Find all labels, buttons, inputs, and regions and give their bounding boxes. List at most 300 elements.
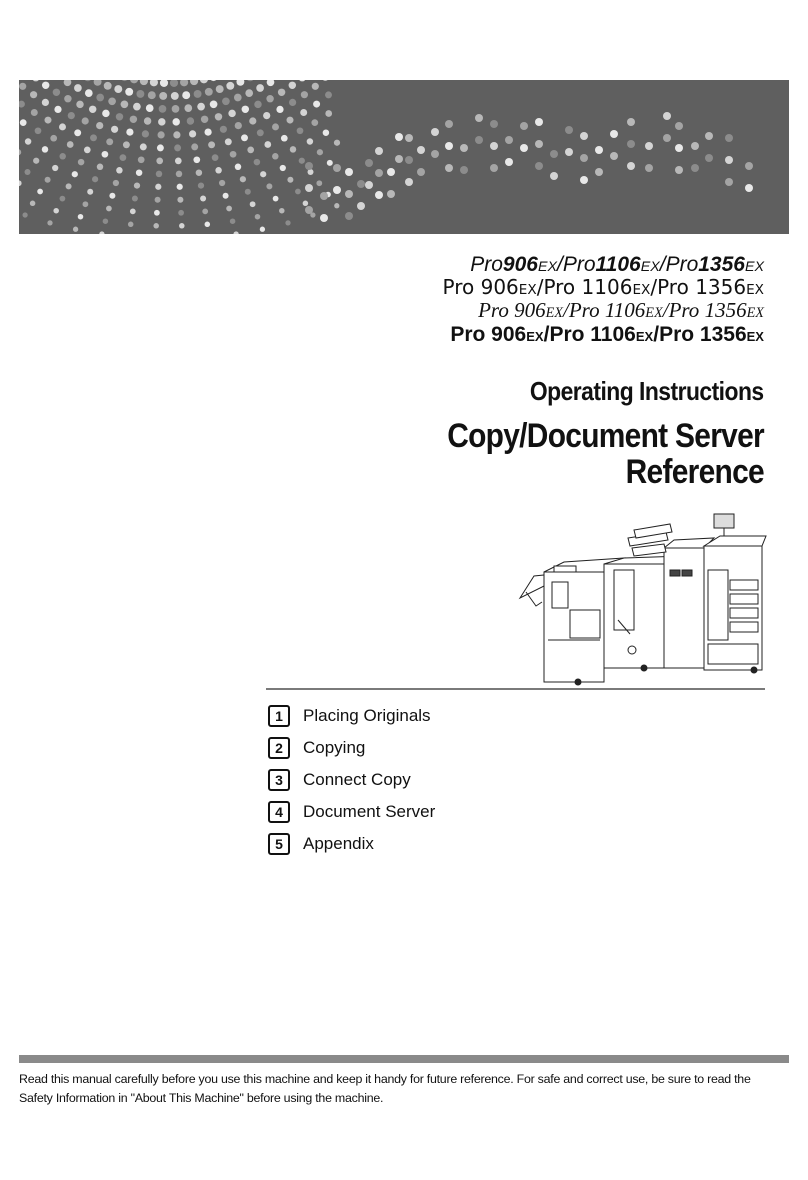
model-prefix: Pro [657, 275, 696, 299]
banner-dot [395, 155, 403, 163]
model-separator: / [659, 253, 666, 276]
banner-dot [176, 171, 182, 177]
banner-dot [175, 158, 182, 165]
banner-dot [104, 82, 112, 90]
banner-dot [64, 80, 72, 86]
banner-dot [19, 83, 26, 90]
banner-dot [475, 114, 483, 122]
banner-dot [22, 212, 27, 217]
model-suffix: EX [545, 305, 564, 321]
banner-dot [287, 177, 293, 183]
banner-dot [276, 106, 283, 113]
model-number: 1106 [590, 323, 636, 346]
banner-dot [148, 91, 156, 99]
banner-dot [357, 202, 365, 210]
banner-dot [140, 80, 148, 85]
model-prefix: Pro [478, 298, 515, 322]
banner-dot [417, 146, 425, 154]
model-prefix: Pro [470, 253, 503, 276]
banner-dot [205, 129, 212, 136]
banner-dot [53, 208, 59, 214]
banner-dot [177, 197, 183, 203]
banner-dot [345, 168, 353, 176]
footer-bar [19, 1055, 789, 1063]
banner-dot [116, 113, 123, 120]
banner-dot [233, 231, 238, 234]
banner-dot [705, 154, 713, 162]
chapter-number-badge: 3 [268, 769, 290, 791]
chapter-item-5[interactable] [268, 828, 435, 860]
banner-dot [745, 162, 753, 170]
banner-dot [52, 165, 58, 171]
banner-dot [78, 159, 84, 165]
banner-dot [140, 143, 147, 150]
banner-dot [246, 80, 254, 81]
banner-dot [299, 158, 305, 164]
banner-dot [460, 166, 468, 174]
banner-dot [236, 80, 244, 86]
banner-dot [123, 141, 130, 148]
banner-dot [130, 209, 136, 215]
model-prefix: Pro [568, 298, 605, 322]
model-row-2 [443, 277, 765, 300]
printer-machine-illustration [514, 510, 768, 691]
banner-dot [387, 168, 395, 176]
banner-dot [223, 193, 229, 199]
banner-dot [154, 210, 160, 216]
model-suffix: EX [744, 259, 764, 275]
banner-dot [25, 138, 31, 144]
banner-dot [305, 162, 313, 170]
banner-dot [273, 196, 279, 202]
banner-dot [334, 140, 340, 146]
banner-dot [264, 141, 271, 148]
banner-dot [82, 117, 89, 124]
model-separator: / [662, 298, 669, 322]
banner-dot [222, 97, 230, 105]
banner-dot [96, 122, 103, 129]
banner-dot [121, 100, 129, 108]
chapter-number-badge: 5 [268, 833, 290, 855]
banner-dot [272, 153, 278, 159]
banner-dot [50, 135, 57, 142]
banner-dot [317, 149, 323, 155]
banner-dot [35, 127, 42, 134]
model-number: 1356 [698, 253, 745, 276]
banner-dot [242, 106, 249, 113]
banner-dot [691, 142, 699, 150]
banner-dot [83, 201, 89, 207]
model-suffix: EX [746, 329, 764, 344]
banner-dot [245, 89, 253, 97]
banner-dot [64, 95, 71, 102]
model-row-1 [443, 254, 765, 277]
model-prefix: Pro [543, 275, 582, 299]
banner-dot [431, 128, 439, 136]
banner-dot [281, 135, 288, 142]
banner-dot [303, 201, 309, 207]
banner-dot [505, 136, 513, 144]
banner-dot [301, 91, 308, 98]
banner-dot [490, 142, 498, 150]
banner-dot [78, 214, 84, 220]
banner-dot [200, 196, 206, 202]
banner-dot [134, 182, 140, 188]
banner-dot [226, 82, 234, 90]
banner-dot [645, 164, 653, 172]
model-names [443, 254, 765, 348]
banner-dot [73, 227, 78, 232]
model-number: 906 [502, 253, 538, 276]
banner-dot [208, 141, 215, 148]
banner-dot [745, 184, 753, 192]
banner-dot [89, 106, 96, 113]
banner-dot [323, 129, 329, 135]
banner-dot [133, 103, 141, 111]
banner-dot [235, 122, 242, 129]
banner-dot [325, 91, 332, 98]
banner-dot [215, 167, 221, 173]
banner-dot [230, 218, 236, 224]
model-separator: / [543, 323, 550, 346]
banner-dot [300, 109, 307, 116]
banner-dot [54, 106, 61, 113]
banner-dot [460, 144, 468, 152]
model-prefix: Pro [659, 323, 700, 346]
banner-dot [663, 134, 671, 142]
banner-dot [520, 144, 528, 152]
banner-dot [215, 113, 222, 120]
banner-dot [144, 117, 151, 124]
banner-dot [610, 152, 618, 160]
banner-dot [194, 90, 202, 98]
banner-dot [320, 192, 328, 200]
banner-dot [30, 91, 37, 98]
chapter-label: Connect Copy [303, 770, 411, 789]
model-suffix: EX [645, 305, 663, 321]
banner-dot [174, 144, 181, 151]
banner-dot [99, 231, 104, 234]
banner-dot [255, 214, 261, 220]
banner-dot [74, 129, 81, 136]
banner-dot [30, 201, 36, 207]
banner-dot [235, 164, 241, 170]
model-number: 906 [480, 275, 519, 299]
banner-dot [113, 180, 119, 186]
banner-dot [627, 140, 635, 148]
banner-dot [249, 117, 256, 124]
banner-dot [334, 203, 339, 208]
banner-dot [254, 101, 261, 108]
banner-dot [305, 184, 313, 192]
banner-dot [72, 171, 78, 177]
model-prefix: Pro [665, 253, 699, 276]
banner-dot [59, 123, 66, 130]
banner-dot [19, 180, 22, 186]
banner-dot [97, 164, 103, 170]
banner-dot [179, 223, 185, 229]
banner-dot [155, 184, 161, 190]
banner-dot [705, 132, 713, 140]
banner-dot [375, 147, 383, 155]
model-number: 1356 [704, 298, 747, 322]
banner-dot [550, 150, 558, 158]
banner-dot [42, 82, 49, 89]
banner-dot [184, 104, 192, 112]
banner-dot [691, 164, 699, 172]
banner-dot [120, 80, 128, 81]
banner-dot [387, 190, 395, 198]
chapter-number-badge: 2 [268, 737, 290, 759]
banner-dot [114, 85, 122, 93]
model-separator: / [556, 253, 563, 276]
banner-dot [180, 80, 188, 86]
banner-dot [375, 191, 383, 199]
banner-dot [190, 80, 198, 85]
banner-dot [475, 136, 483, 144]
banner-dot [201, 116, 208, 123]
footer-notice-line-2: Safety Information in "About This Machine" before using the machine. [19, 1091, 384, 1105]
banner-dot [108, 97, 116, 105]
banner-dot [125, 88, 133, 96]
banner-dot [250, 201, 256, 207]
chapter-item-1[interactable] [268, 700, 435, 732]
model-number: 1106 [604, 298, 646, 322]
banner-dot [172, 118, 179, 125]
banner-dot [327, 160, 333, 166]
banner-dot [220, 126, 227, 133]
banner-dot [663, 112, 671, 120]
banner-dot [445, 142, 453, 150]
banner-dot [263, 112, 270, 119]
banner-dot [136, 169, 142, 175]
banner-dot [87, 189, 93, 195]
banner-dot [45, 177, 51, 183]
banner-dot [106, 206, 112, 212]
banner-dot [189, 130, 196, 137]
banner-dot [66, 183, 72, 189]
banner-dot [395, 133, 403, 141]
banner-dot [126, 129, 133, 136]
banner-dot [257, 129, 264, 136]
model-separator: / [563, 298, 569, 322]
model-row-3 [443, 300, 765, 324]
banner-dot [279, 208, 285, 214]
model-suffix: EX [632, 282, 651, 298]
banner-dot [272, 123, 279, 130]
banner-dot [158, 131, 165, 138]
banner-dot [130, 116, 137, 123]
model-suffix: EX [526, 329, 544, 344]
banner-dot [225, 138, 232, 145]
banner-dot [357, 180, 365, 188]
banner-dot [312, 83, 319, 90]
banner-dot [375, 169, 383, 177]
banner-dot [216, 85, 224, 93]
banner-dot [333, 186, 341, 194]
banner-dot [645, 142, 653, 150]
banner-dot [210, 100, 218, 108]
banner-dot [520, 122, 528, 130]
banner-dot [106, 138, 113, 145]
banner-dot [128, 222, 134, 228]
banner-dot [627, 162, 635, 170]
banner-dot [241, 134, 248, 141]
banner-dot [405, 134, 413, 142]
banner-dot [59, 153, 65, 159]
section-divider [266, 688, 765, 690]
banner-dot [725, 134, 733, 142]
banner-dot [193, 156, 200, 163]
banner-dot [90, 134, 97, 141]
banner-dot [212, 154, 219, 161]
model-number: 906 [491, 323, 527, 346]
chapter-list [268, 700, 435, 860]
chapter-label: Document Server [303, 802, 436, 821]
banner-dot [580, 176, 588, 184]
banner-dot [405, 156, 413, 164]
banner-dot [60, 196, 66, 202]
banner-dot [158, 118, 165, 125]
document-type: Operating Instructions [530, 376, 764, 406]
banner-dot [345, 212, 353, 220]
banner-dot [675, 166, 683, 174]
banner-dot [120, 154, 127, 161]
banner-dot [20, 119, 27, 126]
banner-dot [182, 91, 190, 99]
document-title-line-2: Reference [625, 453, 764, 491]
banner-dot [290, 146, 296, 152]
banner-graphic [19, 80, 789, 234]
footer-notice [19, 1070, 793, 1108]
model-separator: / [536, 275, 544, 299]
model-suffix: EX [746, 282, 764, 298]
banner-dot [170, 80, 178, 87]
banner-dot [228, 110, 235, 117]
banner-dot [333, 164, 341, 172]
chapter-item-3[interactable] [268, 764, 435, 796]
banner-dot [295, 189, 301, 195]
banner-dot [675, 122, 683, 130]
banner-dot [675, 144, 683, 152]
banner-dot [345, 190, 353, 198]
banner-dot [31, 109, 38, 116]
banner-dot [490, 120, 498, 128]
model-number: 1106 [581, 275, 633, 299]
banner-dot [256, 84, 264, 92]
banner-dot [320, 214, 328, 222]
model-separator: / [653, 323, 660, 346]
banner-dot [156, 171, 162, 177]
banner-dot [116, 167, 122, 173]
banner-dot [490, 164, 498, 172]
banner-dot [209, 80, 217, 81]
banner-dot [580, 154, 588, 162]
banner-dot [187, 117, 194, 124]
banner-dot [159, 105, 167, 113]
banner-dot [198, 182, 204, 188]
dot-pattern-graphic [19, 80, 789, 234]
banner-dot [202, 209, 208, 215]
model-suffix: EX [640, 259, 660, 275]
banner-dot [610, 130, 618, 138]
banner-dot [627, 118, 635, 126]
banner-dot [287, 117, 294, 124]
banner-dot [322, 80, 329, 81]
banner-dot [94, 80, 102, 86]
banner-dot [230, 151, 237, 158]
model-number: 1356 [695, 275, 747, 299]
chapter-label: Appendix [303, 834, 374, 853]
banner-dot [267, 80, 275, 86]
banner-dot [85, 89, 93, 97]
banner-dot [138, 156, 145, 163]
banner-dot [365, 159, 373, 167]
banner-dot [565, 126, 573, 134]
banner-dot [109, 193, 115, 199]
document-title [447, 418, 764, 490]
model-prefix: Pro [668, 298, 705, 322]
model-row-4 [443, 324, 765, 348]
banner-dot [111, 126, 118, 133]
banner-dot [266, 183, 272, 189]
banner-dot [445, 120, 453, 128]
chapter-number-badge: 4 [268, 801, 290, 823]
banner-dot [74, 84, 82, 92]
banner-dot [305, 206, 313, 214]
banner-dot [96, 94, 104, 102]
model-number: 1106 [595, 253, 641, 276]
banner-dot [550, 172, 558, 180]
banner-dot [535, 162, 543, 170]
banner-dot [298, 80, 305, 81]
banner-dot [37, 189, 43, 195]
banner-dot [260, 171, 266, 177]
model-number: 906 [514, 298, 546, 322]
banner-dot [405, 178, 413, 186]
chapter-label: Copying [303, 738, 366, 757]
chapter-item-2[interactable] [268, 732, 435, 764]
chapter-number-badge: 1 [268, 705, 290, 727]
banner-dot [285, 220, 290, 225]
banner-dot [311, 119, 318, 126]
model-prefix: Pro [562, 253, 596, 276]
chapter-item-4[interactable] [268, 796, 435, 828]
banner-dot [247, 147, 254, 154]
banner-dot [240, 176, 246, 182]
banner-dot [25, 169, 31, 175]
footer-notice-line-1: Read this manual carefully before you use this machine and keep it handy for future reference. For safe and correct use, be sure to read the [19, 1072, 751, 1086]
model-suffix: EX [635, 329, 654, 344]
banner-dot [67, 141, 74, 148]
banner-dot [102, 151, 109, 158]
banner-dot [132, 196, 138, 202]
banner-dot [53, 89, 60, 96]
banner-dot [289, 99, 296, 106]
banner-dot [289, 82, 296, 89]
banner-dot [92, 176, 98, 182]
banner-dot [130, 80, 138, 83]
model-prefix: Pro [549, 323, 591, 346]
banner-dot [725, 156, 733, 164]
banner-dot [68, 112, 75, 119]
banner-dot [200, 80, 208, 83]
document-title-line-1: Copy/Document Server [447, 417, 764, 455]
banner-dot [76, 101, 83, 108]
banner-dot [505, 158, 513, 166]
banner-dot [226, 206, 232, 212]
banner-dot [103, 218, 109, 224]
